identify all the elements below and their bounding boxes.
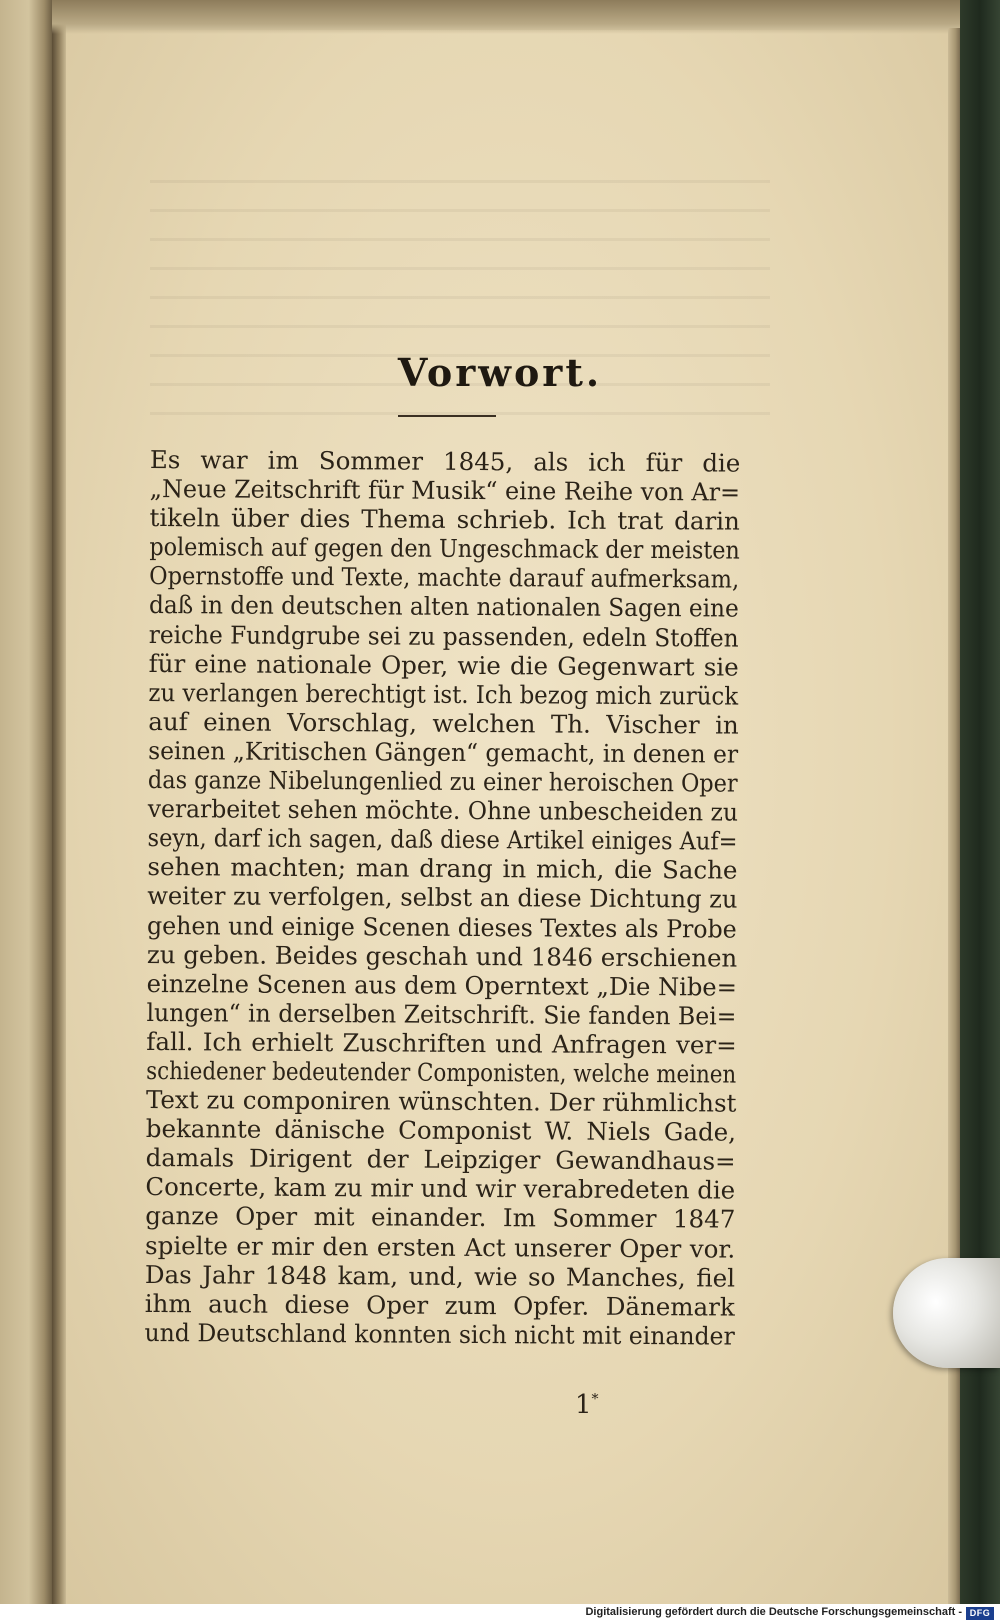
text-line: weiter zu verfolgen, selbst an diese Dichtung zu: [147, 881, 738, 915]
signature-mark: *: [591, 1391, 599, 1408]
text-line: verarbeitet sehen möchte. Ohne unbescheiden zu: [147, 794, 739, 827]
text-line: einzelne Scenen aus dem Operntext „Die Nibe=: [146, 968, 738, 1002]
page-top-shadow: [52, 0, 1000, 34]
dfg-logo: DFG: [966, 1607, 994, 1620]
text-line: das ganze Nibelungenlied zu einer heroischen Oper: [147, 765, 738, 798]
text-line: Es war im Sommer 1845, als ich für die: [149, 445, 741, 478]
text-line: auf einen Vorschlag, welchen Th. Vischer in: [148, 706, 739, 740]
text-line: Text zu componiren wünschten. Der rühmlichst: [145, 1085, 737, 1118]
text-line: polemisch auf gegen den Ungeschmack der meisten: [149, 532, 740, 565]
text-line: gehen und einige Scenen dieses Textes als Probe: [146, 910, 737, 944]
text-line: „Neue Zeitschrift für Musik“ eine Reihe von Ar=: [149, 474, 741, 507]
text-line: fall. Ich erhielt Zuschriften und Anfragen ver=: [146, 1026, 737, 1060]
text-line: spielte er mir den ersten Act unserer Oper vor.: [145, 1230, 736, 1264]
text-line: Opernstoffe und Texte, machte darauf aufmerksam,: [149, 561, 740, 594]
text-line: sehen machten; man drang in mich, die Sache: [147, 852, 738, 885]
text-line: Concerte, kam zu mir und wir verabredeten die: [145, 1172, 736, 1205]
text-line: schiedener bedeutender Componisten, welche meinen: [146, 1055, 737, 1089]
text-line: bekannte dänische Componist W. Niels Gade,: [145, 1114, 737, 1147]
text-line: und Deutschland konnten sich nicht mit einander: [144, 1317, 735, 1351]
bookmark-tab: [893, 1258, 1000, 1368]
chapter-heading: Vorwort.: [397, 350, 603, 395]
body-text: [144, 445, 739, 1350]
text-line: tikeln über dies Thema schrieb. Ich trat darin: [149, 503, 740, 536]
text-line: damals Dirigent der Leipziger Gewandhaus=: [145, 1143, 736, 1176]
text-line: für eine nationale Oper, wie die Gegenwart sie: [148, 648, 739, 682]
previous-page-edge: [0, 0, 52, 1604]
text-line: ihm auch diese Oper zum Opfer. Dänemark: [144, 1288, 735, 1322]
text-line: zu geben. Beides geschah und 1846 erschienen: [146, 939, 738, 973]
heading-rule: [398, 415, 496, 417]
text-line: reiche Fundgrube sei zu passenden, edeln Stoffen: [148, 619, 739, 653]
text-line: daß in den deutschen alten nationalen Sagen eine: [148, 590, 739, 624]
text-line: seinen „Kritischen Gängen“ gemacht, in denen er: [148, 735, 739, 769]
text-line: Das Jahr 1848 kam, und, wie so Manches, fiel: [144, 1259, 736, 1293]
page-number-value: 1: [575, 1390, 592, 1420]
footer-bar: [0, 1604, 1000, 1623]
text-line: zu verlangen berechtigt ist. Ich bezog mich zurück: [148, 677, 739, 711]
page-number: [575, 1390, 599, 1420]
text-line: seyn, darf ich sagen, daß diese Artikel einiges Auf=: [147, 823, 738, 856]
footer-credit: Digitalisierung gefördert durch die Deutsche Forschungsgemeinschaft -: [585, 1606, 962, 1618]
text-line: ganze Oper mit einander. Im Sommer 1847: [145, 1201, 736, 1235]
book-gutter: [52, 0, 66, 1604]
text-line: lungen“ in derselben Zeitschrift. Sie fanden Bei=: [146, 997, 737, 1031]
